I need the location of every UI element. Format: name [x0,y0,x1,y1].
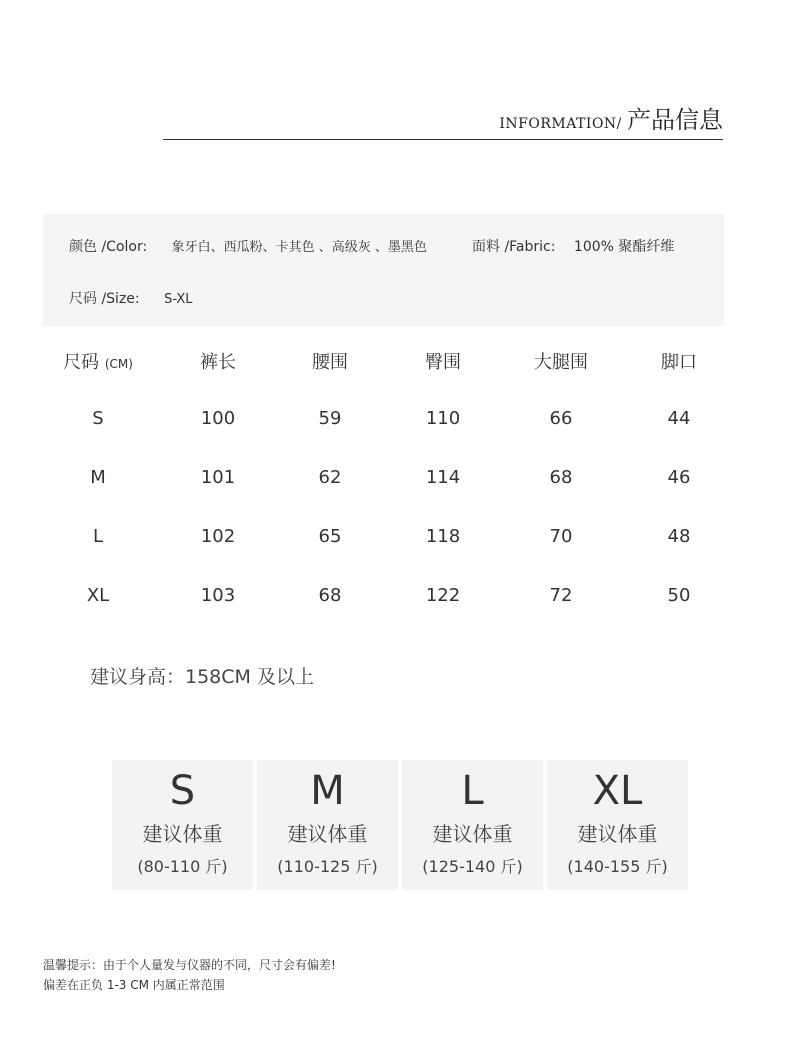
cell-thigh: 72 [549,585,573,606]
cell-length: 101 [200,467,236,488]
header-length: 裤长 [200,352,236,373]
cell-hem: 46 [667,467,691,488]
footnote-line1: 温馨提示：由于个人量发与仪器的不同，尺寸会有偏差! [43,958,336,972]
cell-hem: 44 [667,408,691,429]
card-size: XL [592,768,643,814]
header-hem: 脚口 [661,352,697,373]
card-label: 建议体重 [142,822,223,846]
section-title [499,100,723,135]
cell-size: XL [86,585,110,606]
weight-card-s [112,760,253,890]
card-label: 建议体重 [287,822,368,846]
card-size: M [310,768,345,814]
weight-card-m [257,760,398,890]
card-size: L [461,768,484,814]
cell-thigh: 66 [549,408,573,429]
color-value: 象牙白、西瓜粉、卡其色 、高级灰 、墨黑色 [171,240,427,255]
cell-hip: 122 [425,585,461,606]
card-label: 建议体重 [577,822,658,846]
header-unit: (CM) [104,357,133,371]
cell-size: S [92,408,104,429]
card-range: (110-125 斤) [277,857,378,876]
footnote-line2: 偏差在正负 1-3 CM 内属正常范围 [43,978,225,992]
fabric-label: 面料 /Fabric: [472,239,556,255]
cell-hip: 114 [425,467,461,488]
cell-length: 100 [200,408,236,429]
cell-hem: 50 [667,585,691,606]
header-divider [163,139,723,140]
footnote [43,955,336,995]
section-title-cn: 产品信息 [627,106,723,134]
cell-hem: 48 [667,526,691,547]
size-label: 尺码 /Size: [69,291,140,307]
size-row [69,288,193,308]
cell-thigh: 68 [549,467,573,488]
cell-length: 102 [200,526,236,547]
card-range: (125-140 斤) [422,857,523,876]
header-waist: 腰围 [312,352,348,373]
card-range: (140-155 斤) [567,857,668,876]
size-value: S-XL [164,292,193,307]
header-size-label: 尺码 [63,352,100,373]
color-label: 颜色 /Color: [69,239,148,255]
card-size: S [169,768,196,814]
cell-waist: 59 [318,408,342,429]
cell-hip: 110 [425,408,461,429]
product-info-box [43,214,724,326]
cell-size: L [92,526,104,547]
cell-size: M [90,467,106,488]
cell-waist: 62 [318,467,342,488]
color-row [69,236,427,256]
fabric-value: 100% 聚酯纤维 [573,239,675,255]
card-label: 建议体重 [432,822,513,846]
cell-hip: 118 [425,526,461,547]
recommended-height: 建议身高：158CM 及以上 [90,666,314,688]
weight-card-l [402,760,543,890]
section-title-en: INFORMATION/ [499,116,622,132]
cell-waist: 65 [318,526,342,547]
cell-length: 103 [200,585,236,606]
cell-thigh: 70 [549,526,573,547]
weight-card-xl [547,760,688,890]
header-thigh: 大腿围 [534,352,588,373]
header-hip: 臀围 [425,352,461,373]
header-size [38,348,158,374]
card-range: (80-110 斤) [137,857,228,876]
cell-waist: 68 [318,585,342,606]
fabric-row [472,236,674,256]
